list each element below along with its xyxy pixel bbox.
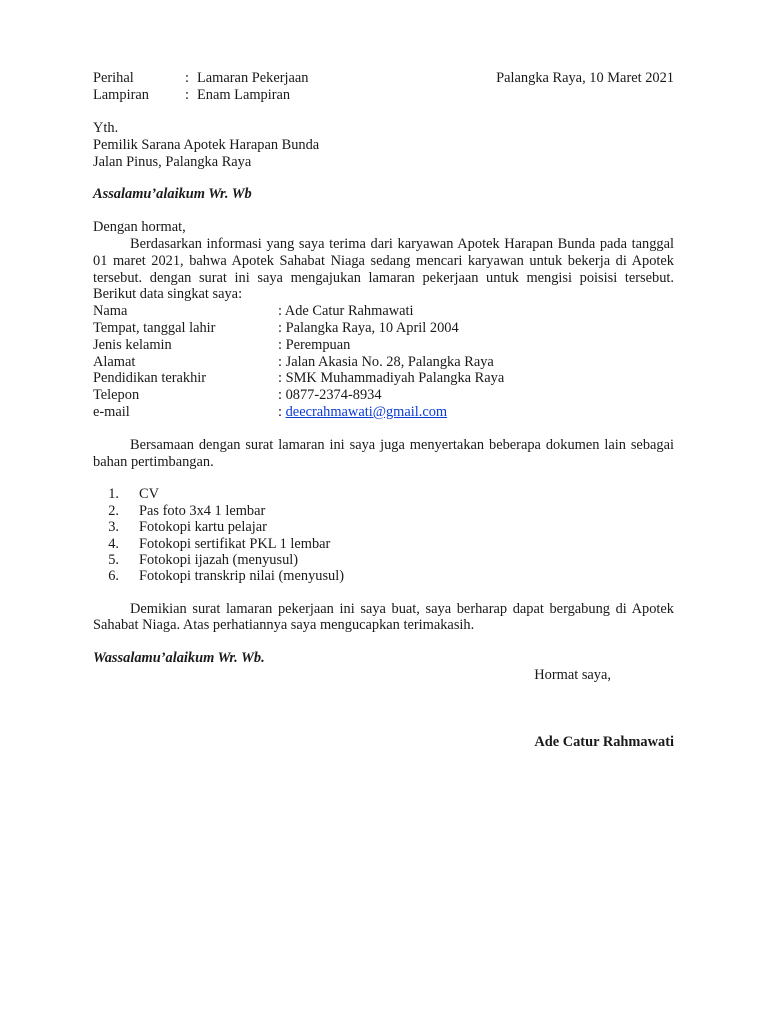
email-colon: : <box>278 403 286 420</box>
data-row-education <box>93 370 674 387</box>
perihal-label: Perihal <box>93 70 134 86</box>
recipient-line3: Jalan Pinus, Palangka Raya <box>93 153 252 170</box>
list-item <box>93 568 674 584</box>
data-value: : 0877-2374-8934 <box>278 387 382 404</box>
list-item <box>93 519 674 535</box>
data-row-email <box>93 404 674 421</box>
list-item <box>93 486 674 502</box>
recipient-line1: Yth. <box>93 120 119 136</box>
list-number: 4. <box>108 535 119 552</box>
list-text: Fotokopi kartu pelajar <box>139 519 267 536</box>
data-row-gender <box>93 337 674 354</box>
email-link[interactable]: deecrahmawati@gmail.com <box>285 403 448 420</box>
lampiran-row <box>93 87 674 104</box>
recipient-block <box>93 120 674 170</box>
personal-data-table <box>93 303 674 421</box>
attachment-list <box>93 486 674 584</box>
intro-paragraph: Berdasarkan informasi yang saya terima dari karyawan Apotek Harapan Bunda pada tanggal 01 maret 2021, bahwa Apotek Sahabat Niaga sedang mencari karyawan untuk bekerja di Apotek tersebut. dengan surat ini saya mengajukan lamaran pekerjaan untuk mengisi poisisi tersebut. Berikut data singkat saya: <box>93 235 674 303</box>
data-label: e-mail <box>93 403 130 420</box>
list-item <box>93 552 674 568</box>
data-value: : Jalan Akasia No. 28, Palangka Raya <box>278 353 494 370</box>
list-number: 3. <box>108 519 119 536</box>
lampiran-colon: : <box>185 87 189 103</box>
letter-page <box>93 70 674 751</box>
list-text: Pas foto 3x4 1 lembar <box>139 502 266 519</box>
data-label: Jenis kelamin <box>93 336 172 353</box>
lampiran-value: Enam Lampiran <box>197 87 291 103</box>
data-label: Pendidikan terakhir <box>93 370 207 387</box>
recipient-line2: Pemilik Sarana Apotek Harapan Bunda <box>93 136 320 153</box>
data-label: Nama <box>93 303 128 320</box>
list-item <box>93 503 674 519</box>
list-number: 5. <box>108 551 119 568</box>
place-date: Palangka Raya, 10 Maret 2021 <box>496 70 674 86</box>
closing-paragraph: Demikian surat lamaran pekerjaan ini saya buat, saya berharap dapat bergabung di Apotek Sahabat Niaga. Atas perhatiannya saya mengucapkan terimakasih. <box>93 600 674 634</box>
list-text: Fotokopi ijazah (menyusul) <box>139 551 299 568</box>
closing-salam: Wassalamu’alaikum Wr. Wb. <box>93 650 265 667</box>
data-label: Alamat <box>93 353 136 370</box>
lampiran-label: Lampiran <box>93 87 149 103</box>
data-label: Telepon <box>93 387 140 404</box>
perihal-row <box>93 70 674 87</box>
greeting: Dengan hormat, <box>93 219 186 236</box>
list-item <box>93 536 674 552</box>
attachment-paragraph: Bersamaan dengan surat lamaran ini saya juga menyertakan beberapa dokumen lain sebagai bahan pertimbangan. <box>93 436 674 470</box>
data-value: : Palangka Raya, 10 April 2004 <box>278 319 459 336</box>
list-number: 2. <box>108 502 119 519</box>
data-row-ttl <box>93 320 674 337</box>
data-row-nama <box>93 303 674 320</box>
data-value: : Ade Catur Rahmawati <box>278 303 414 320</box>
list-number: 6. <box>108 568 119 585</box>
data-label: Tempat, tanggal lahir <box>93 319 216 336</box>
perihal-value: Lamaran Pekerjaan <box>197 70 309 86</box>
data-value: : Perempuan <box>278 336 351 353</box>
list-number: 1. <box>108 486 119 503</box>
data-value <box>278 404 674 421</box>
data-value: : SMK Muhammadiyah Palangka Raya <box>278 370 505 387</box>
sign-off: Hormat saya, <box>534 667 611 684</box>
opening-salam: Assalamu’alaikum Wr. Wb <box>93 186 252 203</box>
list-text: Fotokopi transkrip nilai (menyusul) <box>139 568 345 585</box>
list-text: Fotokopi sertifikat PKL 1 lembar <box>139 535 331 552</box>
perihal-colon: : <box>185 70 189 86</box>
data-row-address <box>93 354 674 371</box>
signer-name: Ade Catur Rahmawati <box>534 733 674 750</box>
list-text: CV <box>139 486 159 503</box>
data-row-phone <box>93 387 674 404</box>
